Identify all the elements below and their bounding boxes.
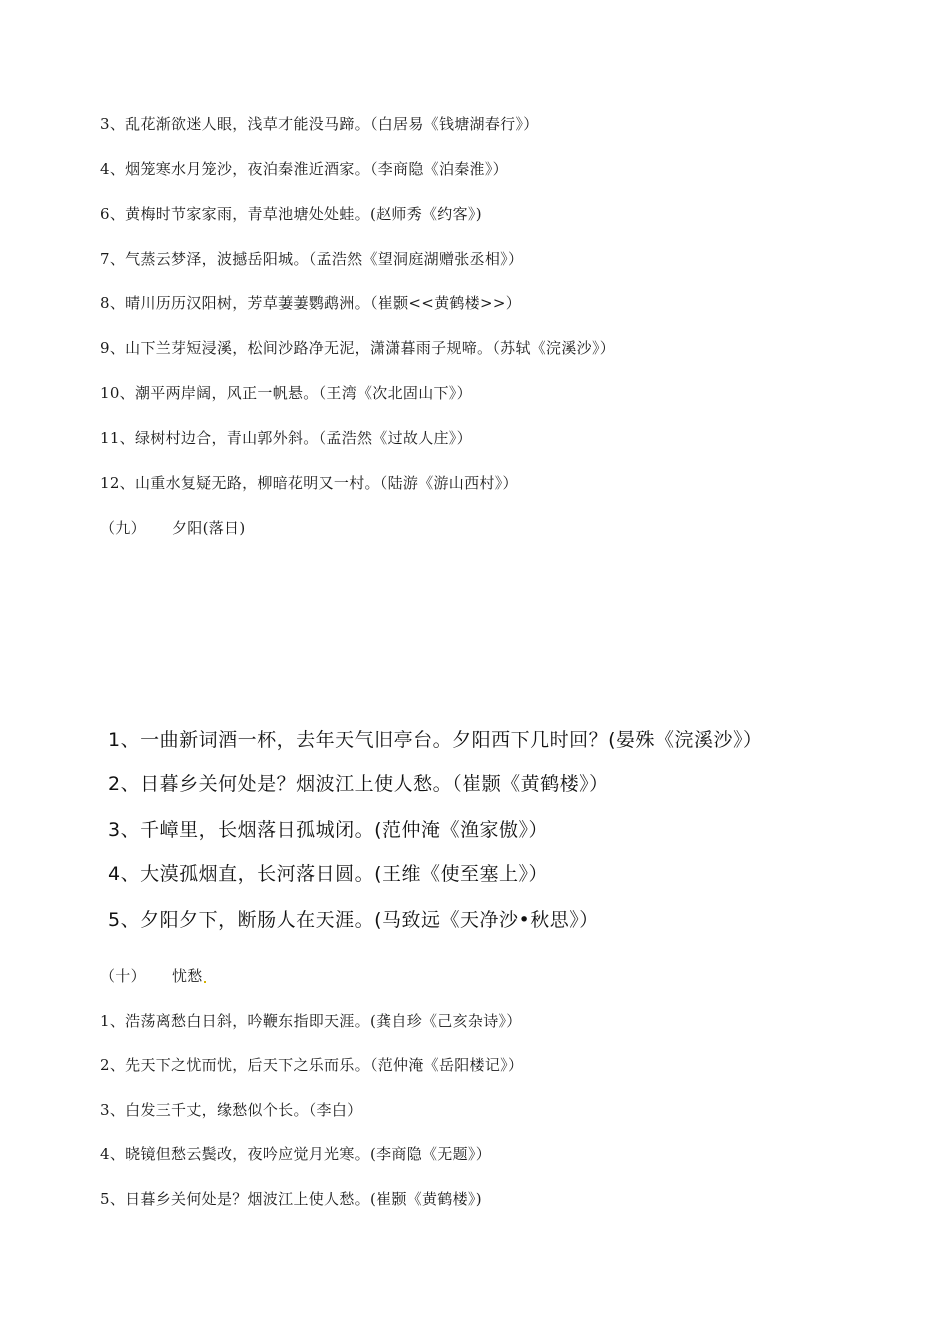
poem-line: 5、日暮乡关何处是？烟波江上使人愁。(崔颢《黄鹤楼》) [100,1190,482,1208]
poem-line: 4、大漠孤烟直，长河落日圆。(王维《使至塞上》） [108,863,549,885]
poem-line: 3、白发三千丈，缘愁似个长。（李白） [100,1101,363,1119]
poem-line: 3、乱花渐欲迷人眼，浅草才能没马蹄。（白居易《钱塘湖春行》） [100,115,539,133]
poem-line: 5、夕阳夕下，断肠人在天涯。(马致远《天净沙•秋思》） [108,909,599,931]
poem-line: 7、气蒸云梦泽，波撼岳阳城。（孟浩然《望洞庭湖赠张丞相》） [100,250,524,268]
poem-line: 2、先天下之忧而忧，后天下之乐而乐。（范仲淹《岳阳楼记》） [100,1056,524,1074]
section-title: 夕阳(落日) [172,519,246,537]
poem-line: 1、一曲新词酒一杯，去年天气旧亭台。夕阳西下几时回？(晏殊《浣溪沙》） [108,729,763,751]
poem-line: 4、烟笼寒水月笼沙，夜泊秦淮近酒家。（李商隐《泊秦淮》） [100,160,508,178]
poem-line: 3、千嶂里，长烟落日孤城闭。(范仲淹《渔家傲》） [108,819,549,841]
poem-line: 6、黄梅时节家家雨，青草池塘处处蛙。(赵师秀《约客》) [100,205,482,223]
section-number: （九） [100,519,146,537]
poem-line: 12、山重水复疑无路，柳暗花明又一村。（陆游《游山西村》） [100,474,518,492]
poem-line: 8、晴川历历汉阳树，芳草萋萋鹦鹉洲。（崔颢<<黄鹤楼>>） [100,294,522,312]
poem-line: 9、山下兰芽短浸溪，松间沙路净无泥，潇潇暮雨子规啼。（苏轼《浣溪沙》） [100,339,616,357]
decoration-mark [204,981,206,983]
section-heading [100,518,246,538]
section-heading [100,966,206,986]
section-number: （十） [100,967,146,985]
poem-line: 11、绿树村边合，青山郭外斜。（孟浩然《过故人庄》） [100,429,472,447]
poem-line: 10、潮平两岸阔，风正一帆悬。（王湾《次北固山下》） [100,384,472,402]
poem-line: 2、日暮乡关何处是？烟波江上使人愁。（崔颢《黄鹤楼》） [108,773,609,795]
section-title: 忧愁 [172,967,203,985]
poem-line: 1、浩荡离愁白日斜，吟鞭东指即天涯。(龚自珍《己亥杂诗》） [100,1012,522,1030]
poem-line: 4、晓镜但愁云鬓改，夜吟应觉月光寒。(李商隐《无题》） [100,1145,491,1163]
